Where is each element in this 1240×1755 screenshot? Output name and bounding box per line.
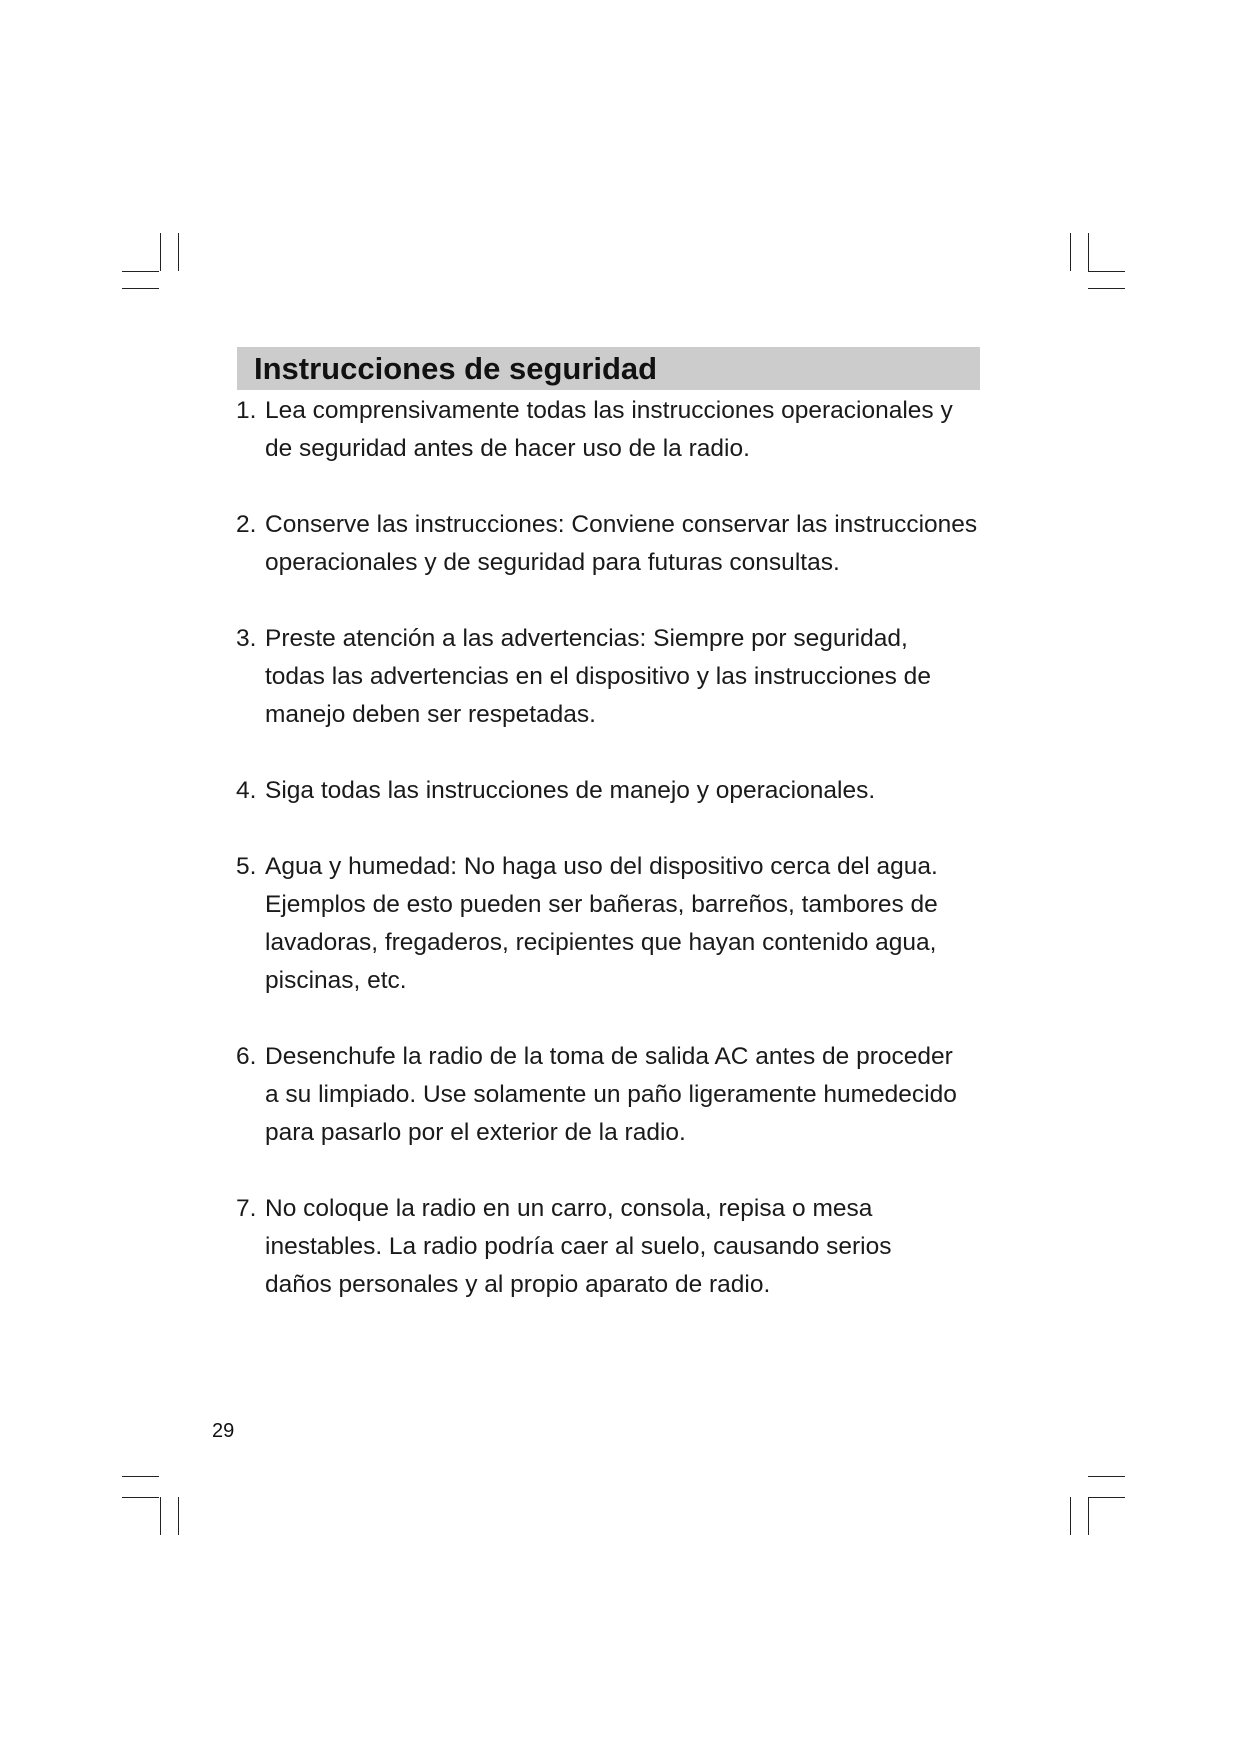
item-text-line: inestables. La radio podría caer al suelo, causando serios	[265, 1233, 892, 1260]
item-text-line: Preste atención a las advertencias: Siempre por seguridad,	[265, 625, 908, 652]
item-text-line: daños personales y al propio aparato de radio.	[265, 1271, 771, 1298]
item-number: 2.	[236, 511, 257, 538]
item-number: 1.	[236, 397, 257, 424]
item-text-line: Conserve las instrucciones: Conviene conservar las instrucciones	[265, 511, 978, 538]
crop-mark-top-right	[1070, 233, 1071, 271]
crop-mark-bottom-right	[1070, 1497, 1071, 1535]
item-text-line: No coloque la radio en un carro, consola, repisa o mesa	[265, 1195, 873, 1222]
item-number: 7.	[236, 1195, 257, 1222]
crop-mark-top-right	[1088, 271, 1125, 272]
list-item	[236, 620, 996, 734]
crop-mark-top-right	[1088, 288, 1125, 289]
crop-mark-top-left	[160, 233, 161, 271]
safety-instructions-list	[236, 392, 996, 1304]
item-text-line: Desenchufe la radio de la toma de salida AC antes de proceder	[265, 1043, 953, 1070]
item-number: 4.	[236, 777, 257, 804]
item-text-line: a su limpiado. Use solamente un paño ligeramente humedecido	[265, 1081, 957, 1108]
crop-mark-bottom-left	[122, 1476, 159, 1477]
crop-mark-bottom-left	[160, 1497, 161, 1535]
item-text-line: todas las advertencias en el dispositivo y las instrucciones de	[265, 663, 931, 690]
crop-mark-top-left	[122, 288, 159, 289]
list-item	[236, 506, 996, 582]
list-item	[236, 1038, 996, 1152]
item-text-line: Lea comprensivamente todas las instrucciones operacionales y	[265, 397, 953, 424]
crop-mark-top-left	[122, 271, 159, 272]
crop-mark-bottom-right	[1088, 1476, 1125, 1477]
item-text-line: Ejemplos de esto pueden ser bañeras, barreños, tambores de	[265, 891, 938, 918]
list-item	[236, 392, 996, 468]
item-text-line: operacionales y de seguridad para futuras consultas.	[265, 549, 840, 576]
crop-mark-bottom-left	[122, 1497, 159, 1498]
crop-mark-bottom-left	[178, 1497, 179, 1535]
crop-mark-bottom-right	[1088, 1497, 1125, 1498]
list-item	[236, 1190, 996, 1304]
crop-mark-top-left	[178, 233, 179, 271]
list-item	[236, 848, 996, 1000]
item-text-line: de seguridad antes de hacer uso de la radio.	[265, 435, 750, 462]
crop-mark-bottom-right	[1088, 1497, 1089, 1535]
page-number: 29	[212, 1420, 235, 1442]
item-number: 3.	[236, 625, 257, 652]
item-text-line: manejo deben ser respetadas.	[265, 701, 596, 728]
crop-mark-top-right	[1088, 233, 1089, 271]
page-title: Instrucciones de seguridad	[254, 351, 658, 386]
item-text-line: Siga todas las instrucciones de manejo y operacionales.	[265, 777, 876, 804]
item-text-line: para pasarlo por el exterior de la radio.	[265, 1119, 686, 1146]
item-text-line: Agua y humedad: No haga uso del dispositivo cerca del agua.	[265, 853, 938, 880]
item-text-line: piscinas, etc.	[265, 967, 407, 994]
item-number: 5.	[236, 853, 257, 880]
list-item	[236, 772, 996, 810]
item-text-line: lavadoras, fregaderos, recipientes que hayan contenido agua,	[265, 929, 937, 956]
item-number: 6.	[236, 1043, 257, 1070]
